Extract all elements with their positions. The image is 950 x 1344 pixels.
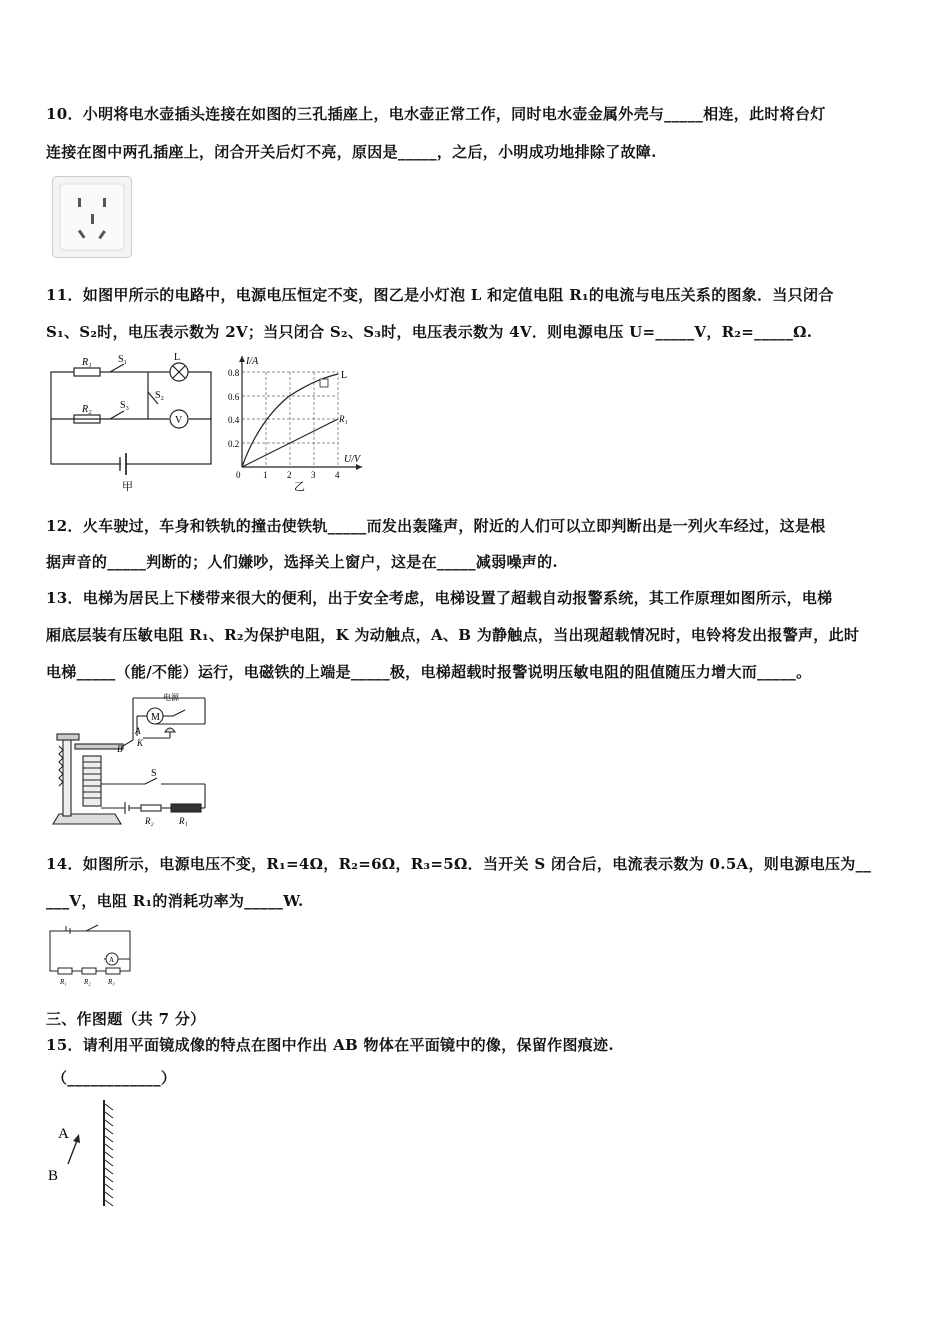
graph-xlabel: U/V [344,454,361,465]
graph-ytick: 0.6 [228,392,240,402]
graph-ylabel: I/A [246,356,259,367]
q13-elevator-alarm-figure [45,692,215,832]
q14-line1: 14．如图所示，电源电压不变，R₁=4Ω，R₂=6Ω，R₃=5Ω．当开关 S 闭合后，电流表示数为 0.5A，则电源电压为__ [46,855,872,873]
q12-line1: 12．火车驶过，车身和铁轨的撞击使铁轨_____而发出轰隆声，附近的人们可以立即判断出是一列火车经过，这是根 [46,517,826,535]
graph-xtick: 4 [335,470,340,480]
q11-line2: S₁、S₂时，电压表示数为 2V；当只闭合 S₂、S₃时，电压表示数为 4V．则电源电压 U=_____V，R₂=_____Ω. [46,323,813,341]
fig-s: S [151,768,157,779]
fig-a: A [135,726,141,736]
fig-motor: M [151,712,160,723]
q15-answer-blank[interactable]: （____________） [52,1069,177,1087]
circuit-r2: R₂ [82,404,92,415]
graph-xtick: 3 [311,470,316,480]
fig-k: K [137,738,144,748]
circuit-voltmeter: V [175,415,183,426]
graph-caption: 乙 [294,481,305,493]
graph-xtick: 0 [236,470,241,480]
circuit-r1: R₁ [82,357,92,368]
graph-ytick: 0.2 [228,439,240,449]
graph-ytick: 0.8 [228,368,240,378]
q11-line1: 11．如图甲所示的电路中，电源电压恒定不变，图乙是小灯泡 L 和定值电阻 R₁的电流与电压关系的图象．当只闭合 [46,286,834,304]
q11-circuit [48,352,216,494]
q14-r2: R₂ [84,978,91,986]
q14-line2: ___V，电阻 R₁的消耗功率为_____W. [46,892,304,910]
q12-line2: 据声音的_____判断的；人们嫌吵，选择关上窗户，这是在_____减弱噪声的. [46,553,558,571]
q13-line3: 电梯_____（能/不能）运行，电磁铁的上端是_____极，电梯超载时报警说明压敏电阻的阻值随压力增大而_____。 [46,663,812,681]
q14-r1: R₁ [60,978,67,986]
fig-r2: R₂ [145,816,154,826]
graph-ytick: 0.4 [228,415,240,425]
fig-power: 电源 [163,693,179,702]
q13-line2: 厢底层装有压敏电阻 R₁、R₂为保护电阻，K 为动触点，A、B 为静触点，当出现超载情况时，电铃将发出报警声，此时 [46,626,860,644]
q10-line1: 10．小明将电水壶插头连接在如图的三孔插座上，电水壶正常工作，同时电水壶金属外壳与_____相连，此时将台灯 [46,105,826,123]
q11-graph [228,352,378,494]
circuit-lamp: L [174,352,181,363]
graph-curve-l: L [341,370,348,381]
graph-xtick: 2 [287,470,292,480]
graph-xtick: 1 [263,470,268,480]
circuit-s1: S₁ [118,354,128,365]
q14-r3: R₃ [108,978,115,986]
q13-line1: 13．电梯为居民上下楼带来很大的便利，出于安全考虑，电梯设置了超载自动报警系统，其工作原理如图所示，电梯 [46,589,833,607]
fig-b: B [117,744,123,754]
q15-point-a: A [58,1126,69,1142]
circuit-s3: S₃ [120,400,130,411]
graph-curve-r1: R₁ [339,414,348,424]
socket-image [52,176,132,258]
q15-point-b: B [48,1168,59,1184]
fig-r1: R₁ [179,816,188,826]
section-title: 三、作图题（共 7 分） [46,1010,206,1028]
q15-line1: 15．请利用平面镜成像的特点在图中作出 AB 物体在平面镜中的像，保留作图痕迹. [46,1036,614,1054]
circuit-s2: S₂ [155,390,165,401]
q14-circuit [46,921,136,987]
q10-line2: 连接在图中两孔插座上，闭合开关后灯不亮，原因是_____，之后，小明成功地排除了故障. [46,143,657,161]
q14-ammeter: A [109,956,115,964]
q15-mirror-figure [44,1098,134,1210]
circuit-caption: 甲 [122,481,133,493]
